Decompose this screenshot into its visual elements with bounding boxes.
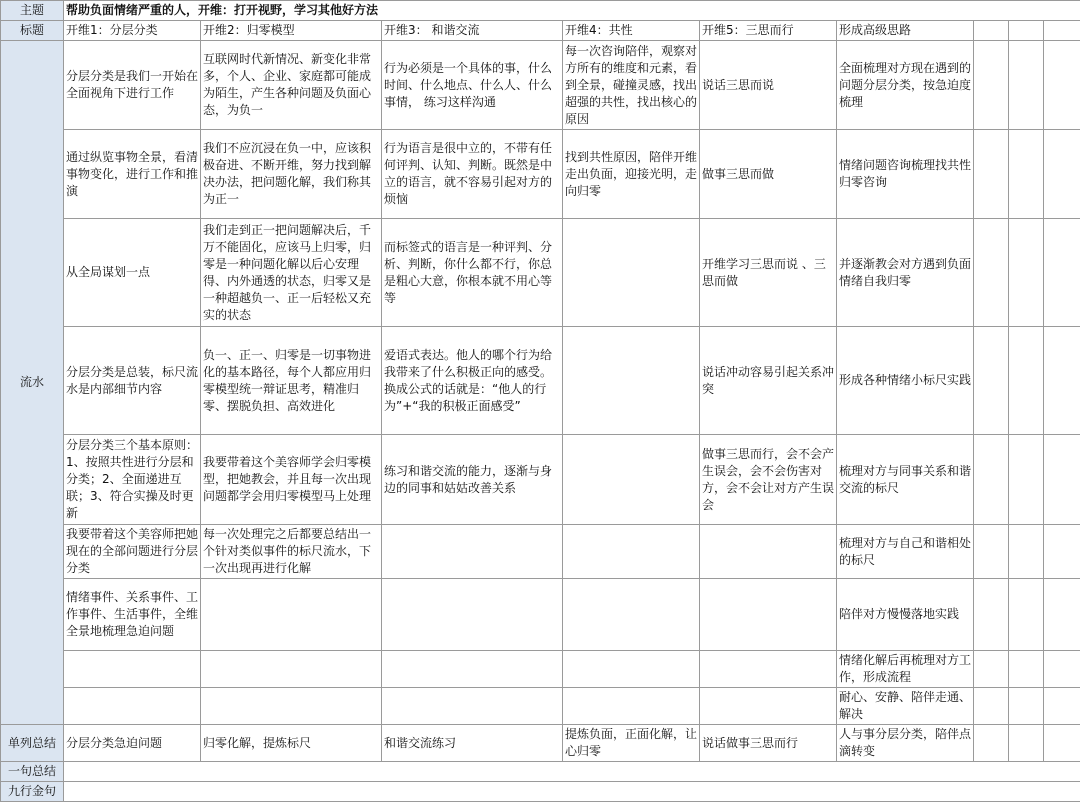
table-cell[interactable]: 说话三思而说	[700, 41, 837, 130]
table-cell[interactable]	[64, 651, 201, 688]
flow-row	[1, 219, 1080, 327]
table-cell[interactable]: 每一次咨询陪伴，观察对方所有的维度和元素，看到全景，碰撞灵感，找出超强的共性，找出核心的原因	[563, 41, 700, 130]
empty-cell[interactable]	[1044, 525, 1080, 579]
table-cell[interactable]: 情绪问题咨询梳理找共性归零咨询	[837, 130, 974, 219]
empty-cell[interactable]	[1044, 435, 1080, 525]
summary-cell[interactable]: 归零化解，提炼标尺	[201, 725, 382, 762]
summary-cell[interactable]: 提炼负面，正面化解，让心归零	[563, 725, 700, 762]
table-cell[interactable]	[563, 579, 700, 651]
flow-row	[1, 41, 1080, 130]
empty-cell[interactable]	[974, 41, 1009, 130]
table-cell[interactable]: 梳理对方与同事关系和谐交流的标尺	[837, 435, 974, 525]
flow-row	[1, 688, 1080, 725]
table-cell[interactable]: 每一次处理完之后都要总结出一个针对类似事件的标尺流水，下一次出现再进行化解	[201, 525, 382, 579]
empty-cell[interactable]	[1044, 327, 1080, 435]
one-sentence-content[interactable]	[64, 762, 1080, 782]
table-cell[interactable]: 分层分类是我们一开始在全面视角下进行工作	[64, 41, 201, 130]
table-cell[interactable]: 耐心、安静、陪伴走通、解决	[837, 688, 974, 725]
title-label: 标题	[1, 21, 64, 41]
header-row	[1, 21, 1080, 41]
table-cell[interactable]: 情绪事件、关系事件、工作事件、生活事件，全维全景地梳理急迫问题	[64, 579, 201, 651]
one-sentence-label: 一句总结	[1, 762, 64, 782]
empty-cell[interactable]	[1009, 651, 1044, 688]
empty-cell[interactable]	[1009, 579, 1044, 651]
nine-lines-content[interactable]	[64, 782, 1080, 802]
table-cell[interactable]: 分层分类是总装，标尺流水是内部细节内容	[64, 327, 201, 435]
one-sentence-row	[1, 762, 1080, 782]
flow-row	[1, 130, 1080, 219]
table-cell[interactable]: 做事三思而行，会不会产生误会，会不会伤害对方，会不会让对方产生误会	[700, 435, 837, 525]
theme-label: 主题	[1, 1, 64, 21]
table-cell[interactable]	[563, 219, 700, 327]
summary-row	[1, 725, 1080, 762]
table-cell[interactable]	[700, 579, 837, 651]
empty-cell[interactable]	[1044, 651, 1080, 688]
table-cell[interactable]	[563, 327, 700, 435]
table-cell[interactable]	[563, 688, 700, 725]
empty-cell[interactable]	[974, 327, 1009, 435]
empty-cell[interactable]	[1044, 41, 1080, 130]
empty-cell[interactable]	[1009, 525, 1044, 579]
table-cell[interactable]	[201, 688, 382, 725]
table-cell[interactable]: 陪伴对方慢慢落地实践	[837, 579, 974, 651]
empty-cell[interactable]	[1009, 41, 1044, 130]
summary-cell[interactable]: 人与事分层分类，陪伴点滴转变	[837, 725, 974, 762]
table-cell[interactable]	[563, 651, 700, 688]
theme-row	[1, 1, 1080, 21]
empty-cell[interactable]	[974, 688, 1009, 725]
table-cell[interactable]	[382, 688, 563, 725]
flow-row	[1, 525, 1080, 579]
table-cell[interactable]: 全面梳理对方现在遇到的问题分层分类，按急迫度梳理	[837, 41, 974, 130]
empty-cell[interactable]	[1044, 130, 1080, 219]
table-cell[interactable]: 从全局谋划一点	[64, 219, 201, 327]
flow-row	[1, 435, 1080, 525]
col-header[interactable]: 开维5：三思而行	[700, 21, 837, 41]
flow-row	[1, 651, 1080, 688]
table-cell[interactable]: 通过纵览事物全景，看清事物变化，进行工作和推演	[64, 130, 201, 219]
table-cell[interactable]: 分层分类三个基本原则：1、按照共性进行分层和分类；2、全面递进互联；3、符合实操及时更新	[64, 435, 201, 525]
nine-lines-label: 九行金句	[1, 782, 64, 802]
table-cell[interactable]: 而标签式的语言是一种评判、分析、判断，你什么都不行，你总是粗心大意，你根本就不用心等等	[382, 219, 563, 327]
table-cell[interactable]: 负一、正一、归零是一切事物进化的基本路径，每个人都应用归零模型统一辩证思考，精准归零、摆脱负担、高效进化	[201, 327, 382, 435]
empty-cell[interactable]	[1009, 435, 1044, 525]
col-header[interactable]: 开维4：共性	[563, 21, 700, 41]
flow-row	[1, 579, 1080, 651]
empty-cell[interactable]	[974, 435, 1009, 525]
empty-cell[interactable]	[1044, 21, 1080, 41]
flow-label: 流水	[1, 41, 64, 725]
table-cell[interactable]: 行为语言是很中立的，不带有任何评判、认知、判断。既然是中立的语言，就不容易引起对方的烦恼	[382, 130, 563, 219]
table-cell[interactable]: 梳理对方与自己和谐相处的标尺	[837, 525, 974, 579]
table-cell[interactable]: 我要带着这个美容师学会归零模型，把她教会，并且每一次出现问题都学会用归零模型马上处理	[201, 435, 382, 525]
table-cell[interactable]	[201, 651, 382, 688]
table-cell[interactable]: 我们不应沉浸在负一中，应该积极奋进、不断开维，努力找到解决办法，把问题化解，我们称其为正一	[201, 130, 382, 219]
table-cell[interactable]	[563, 525, 700, 579]
empty-cell[interactable]	[1044, 688, 1080, 725]
table-cell[interactable]	[700, 651, 837, 688]
table-cell[interactable]	[700, 525, 837, 579]
table-cell[interactable]: 开维学习三思而说 、三思而做	[700, 219, 837, 327]
empty-cell[interactable]	[1044, 579, 1080, 651]
flow-row	[1, 327, 1080, 435]
table-cell[interactable]: 互联网时代新情况、新变化非常多，个人、企业、家庭都可能成为陌生，产生各种问题及负面心态，为负一	[201, 41, 382, 130]
empty-cell[interactable]	[1009, 688, 1044, 725]
table-cell[interactable]	[382, 651, 563, 688]
table-cell[interactable]: 找到共性原因，陪伴开维走出负面，迎接光明，走向归零	[563, 130, 700, 219]
table-cell[interactable]: 情绪化解后再梳理对方工作，形成流程	[837, 651, 974, 688]
table-cell[interactable]	[382, 579, 563, 651]
empty-cell[interactable]	[1009, 725, 1044, 762]
summary-cell[interactable]: 分层分类急迫问题	[64, 725, 201, 762]
table-cell[interactable]: 练习和谐交流的能力，逐渐与身边的同事和姑姑改善关系	[382, 435, 563, 525]
table-cell[interactable]: 行为必须是一个具体的事，什么时间、什么地点、什么人、什么事情， 练习这样沟通	[382, 41, 563, 130]
table-cell[interactable]: 并逐渐教会对方遇到负面情绪自我归零	[837, 219, 974, 327]
table-cell[interactable]	[700, 688, 837, 725]
empty-cell[interactable]	[1009, 327, 1044, 435]
empty-cell[interactable]	[1044, 725, 1080, 762]
empty-cell[interactable]	[974, 130, 1009, 219]
empty-cell[interactable]	[1044, 219, 1080, 327]
empty-cell[interactable]	[974, 525, 1009, 579]
table-cell[interactable]: 做事三思而做	[700, 130, 837, 219]
theme-text[interactable]: 帮助负面情绪严重的人，开维：打开视野，学习其他好方法	[64, 1, 1080, 21]
table-cell[interactable]: 我们走到正一把问题解决后，千万不能固化，应该马上归零，归零是一种问题化解以后心安理得、内外通透的状态，归零又是一种超越负一、正一后轻松又充实的状态	[201, 219, 382, 327]
empty-cell[interactable]	[1009, 130, 1044, 219]
table-cell[interactable]: 爱语式表达。他人的哪个行为给我带来了什么积极正向的感受。换成公式的话就是：“他人的行为”+“我的积极正面感受”	[382, 327, 563, 435]
col-header[interactable]: 开维1：分层分类	[64, 21, 201, 41]
empty-cell[interactable]	[974, 219, 1009, 327]
col-header[interactable]: 开维2：归零模型	[201, 21, 382, 41]
empty-cell[interactable]	[1009, 219, 1044, 327]
nine-lines-row	[1, 782, 1080, 802]
summary-cell[interactable]: 和谐交流练习	[382, 725, 563, 762]
empty-cell[interactable]	[974, 651, 1009, 688]
table-cell[interactable]: 我要带着这个美容师把她现在的全部问题进行分层分类	[64, 525, 201, 579]
table-cell[interactable]	[64, 688, 201, 725]
empty-cell[interactable]	[974, 579, 1009, 651]
table-cell[interactable]	[563, 435, 700, 525]
col-header[interactable]: 开维3： 和谐交流	[382, 21, 563, 41]
table-cell[interactable]	[201, 579, 382, 651]
table-cell[interactable]: 形成各种情绪小标尺实践	[837, 327, 974, 435]
empty-cell[interactable]	[974, 21, 1009, 41]
col-header[interactable]: 形成高级思路	[837, 21, 974, 41]
empty-cell[interactable]	[974, 725, 1009, 762]
table-cell[interactable]	[382, 525, 563, 579]
empty-cell[interactable]	[1009, 21, 1044, 41]
summary-cell[interactable]: 说话做事三思而行	[700, 725, 837, 762]
table-cell[interactable]: 说话冲动容易引起关系冲突	[700, 327, 837, 435]
summary-label: 单列总结	[1, 725, 64, 762]
